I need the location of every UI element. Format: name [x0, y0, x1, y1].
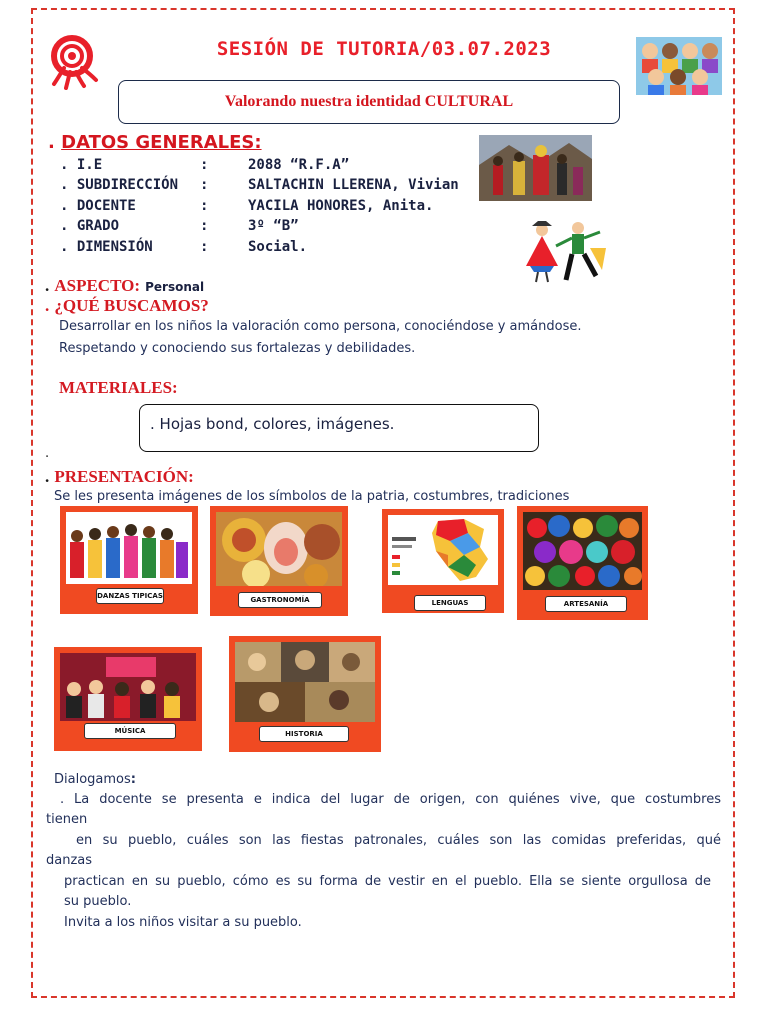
children-picture: [636, 37, 722, 95]
subtitle-box: [118, 80, 620, 124]
artesania-photo: [523, 512, 642, 590]
lenguas-map: [388, 515, 498, 585]
buscamos-label: ¿QUÉ BUSCAMOS?: [54, 296, 209, 315]
datos-value: SALTACHIN LLERENA, Vivian: [248, 177, 459, 193]
datos-bullet: .: [48, 132, 55, 153]
materiales-value: . Hojas bond, colores, imágenes.: [150, 415, 395, 433]
datos-row-dimension: [60, 239, 307, 255]
dialogamos-line-3: en su pueblo, cuáles son las fiestas patronales, cuáles son las comidas preferidas, qué: [76, 833, 721, 848]
aspecto-line: [45, 276, 204, 296]
buscamos-line-2: Respetando y conociendo sus fortalezas y debilidades.: [59, 341, 416, 356]
datos-value: 3º “B”: [248, 218, 299, 234]
card-danzas: [60, 506, 198, 614]
buscamos-bullet: .: [45, 296, 50, 315]
aspecto-bullet: .: [45, 276, 50, 295]
buscamos-line-1: Desarrollar en los niños la valoración como persona, conociéndose y amándose.: [59, 319, 582, 334]
dancers-illustration: [516, 218, 608, 284]
dialogamos-line-7: Invita a los niños visitar a su pueblo.: [64, 915, 302, 930]
aspecto-label: ASPECTO:: [54, 276, 140, 295]
dialogamos-line-4: danzas: [46, 853, 93, 868]
datos-sep: :: [200, 218, 209, 234]
dialogamos-heading: [54, 770, 354, 790]
presentacion-label: PRESENTACIÓN:: [54, 467, 194, 486]
dialogamos-line-1: . La docente se presenta e indica del lugar de origen, con quiénes vive, que costumbres: [60, 792, 721, 807]
page-title: SESIÓN DE TUTORIA/03.07.2023: [216, 38, 552, 60]
card-artesania: [517, 506, 648, 620]
datos-label: . SUBDIRECCIÓN: [60, 177, 179, 193]
danzas-photo: [66, 512, 192, 584]
card-musica: [54, 647, 202, 751]
stray-dot: .: [45, 446, 50, 461]
card-label: MÚSICA: [84, 723, 176, 739]
card-label: DANZAS TIPICAS: [96, 588, 164, 604]
historia-collage: [235, 642, 375, 722]
dialogamos-line-6: su pueblo.: [64, 894, 132, 909]
festival-photo: [479, 135, 592, 201]
card-label: GASTRONOMÍA: [238, 592, 322, 608]
datos-row-docente: [60, 198, 433, 214]
datos-value: YACILA HONORES, Anita.: [248, 198, 434, 214]
card-lenguas: [382, 509, 504, 613]
datos-row-ie: [60, 157, 349, 173]
dialogamos-label: Dialogamos: [54, 772, 131, 787]
materiales-box: [139, 404, 539, 452]
materiales-label: MATERIALES:: [59, 378, 178, 397]
dialogamos-line-2: tienen: [46, 812, 88, 827]
datos-heading-text: DATOS GENERALES:: [61, 132, 262, 153]
card-label: LENGUAS: [414, 595, 486, 611]
card-label: HISTORIA: [259, 726, 349, 742]
datos-sep: :: [200, 239, 209, 255]
buscamos-heading: [45, 296, 209, 316]
presentacion-heading: [45, 467, 194, 487]
card-label: ARTESANÍA: [545, 596, 627, 612]
datos-value: 2088 “R.F.A”: [248, 157, 350, 173]
datos-label: . GRADO: [60, 218, 120, 234]
datos-label: . I.E: [60, 157, 103, 173]
datos-generales-heading: [48, 132, 262, 153]
card-gastronomia: [210, 506, 348, 616]
datos-row-subdireccion: [60, 177, 459, 193]
gastronomia-photo: [216, 512, 342, 586]
datos-sep: :: [200, 198, 209, 214]
presentacion-bullet: .: [45, 467, 50, 486]
datos-sep: :: [200, 157, 209, 173]
presentacion-text: Se les presenta imágenes de los símbolos de la patria, costumbres, tradiciones: [54, 489, 570, 504]
musica-photo: [60, 653, 196, 721]
dialogamos-line-5: practican en su pueblo, cómo es su forma de vestir en el pueblo. Ella se siente orgullosa de: [64, 874, 711, 889]
datos-value: Social.: [248, 239, 308, 255]
session-subtitle: Valorando nuestra identidad CULTURAL: [224, 93, 514, 110]
datos-label: . DIMENSIÓN: [60, 239, 153, 255]
card-historia: [229, 636, 381, 752]
dialogamos-colon: :: [130, 772, 136, 787]
datos-row-grado: [60, 218, 299, 234]
datos-sep: :: [200, 177, 209, 193]
datos-label: . DOCENTE: [60, 198, 136, 214]
aspecto-value: Personal: [145, 280, 205, 294]
